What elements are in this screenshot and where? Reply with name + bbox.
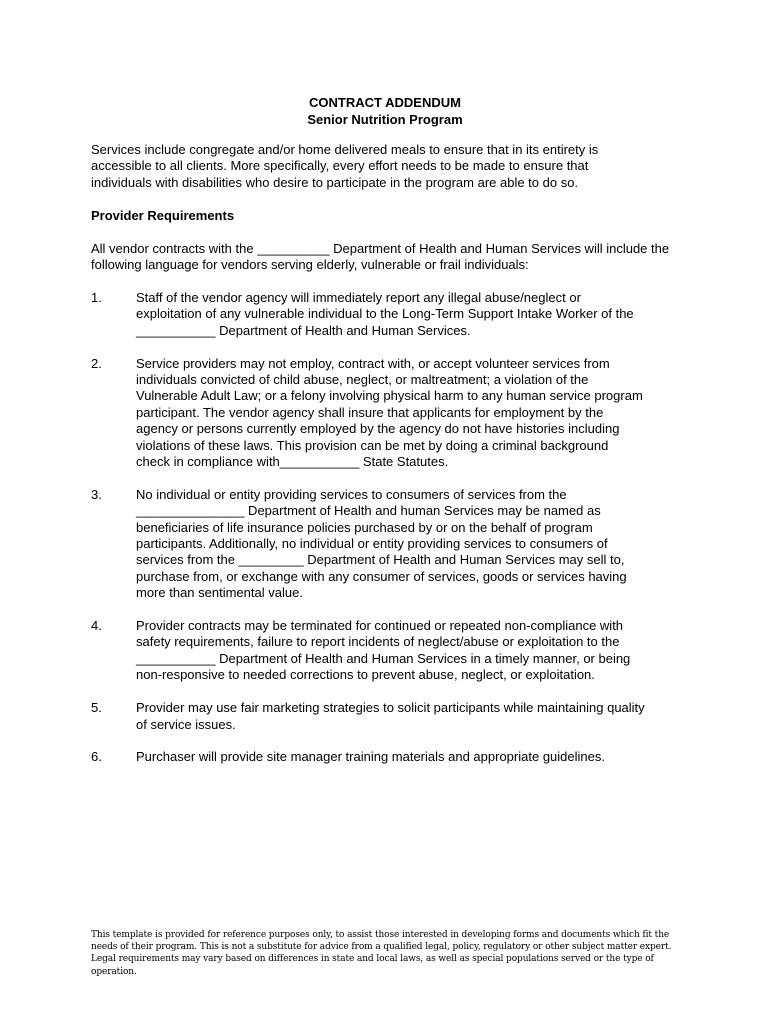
list-item-text: No individual or entity providing services to consumers of services from the _______________ Department of Health and human Services may be named as beneficiaries of life insurance policies purchased by or on the behalf of program participants. Additionally, no individual or entity providing services to consumers of services from the _________ Department of Health and Human Services may sell to, purchase from, or exchange with any consumer of services, goods or services having more than sentimental value. xyxy=(136,486,627,601)
list-item-number: 4. xyxy=(91,618,102,634)
list-item-text: Purchaser will provide site manager training materials and appropriate guidelines. xyxy=(136,749,605,765)
footer-disclaimer: This template is provided for reference purposes only, to assist those interested in developing forms and documents which fit the needs of their program. This is not a substitute for advice from a qualified legal, policy, regulatory or other subject matter expert. Legal requirements may vary based on differences in state and local laws, as well as special populations served or the type of operation. xyxy=(91,930,672,977)
requirements-list xyxy=(91,290,691,782)
list-item xyxy=(91,749,691,765)
list-item-number: 3. xyxy=(91,486,102,502)
list-item xyxy=(91,487,691,602)
list-item-number: 1. xyxy=(91,290,102,305)
list-item-number: 6. xyxy=(91,749,102,765)
list-item xyxy=(91,618,691,684)
list-item-text: Provider may use fair marketing strategies to solicit participants while maintaining quality of service issues. xyxy=(136,700,645,732)
list-item xyxy=(91,700,691,733)
document-header xyxy=(0,94,770,128)
list-item xyxy=(91,356,691,471)
intro-paragraph: Services include congregate and/or home delivered meals to ensure that in its entirety is accessible to all clients. More specifically, every effort needs to be made to ensure that individuals with disabilities who desire to participate in the program are able to do so. xyxy=(91,142,599,190)
list-item-text: Staff of the vendor agency will immediately report any illegal abuse/neglect or exploitation of any vulnerable individual to the Long-Term Support Intake Worker of the ___________ Department of Health and Human Services. xyxy=(136,290,634,338)
document-title: CONTRACT ADDENDUM xyxy=(309,95,461,110)
list-item xyxy=(91,290,691,339)
requirements-lead: All vendor contracts with the __________ Department of Health and Human Services will include the following language for vendors serving elderly, vulnerable or frail individuals: xyxy=(91,241,670,273)
document-subtitle: Senior Nutrition Program xyxy=(307,112,463,127)
list-item-text: Service providers may not employ, contract with, or accept volunteer services from individuals convicted of child abuse, neglect, or maltreatment; a violation of the Vulnerable Adult Law; or a felony involving physical harm to any human service program participant. The vendor agency shall insure that applicants for employment by the agency or persons currently employed by the agency do not have histories including violations of these laws. This provision can be met by doing a criminal background check in compliance with___________ State Statutes. xyxy=(136,355,643,470)
list-item-number: 5. xyxy=(91,700,102,716)
section-heading: Provider Requirements xyxy=(91,208,235,223)
list-item-number: 2. xyxy=(91,355,102,371)
list-item-text: Provider contracts may be terminated for continued or repeated non-compliance with safety requirements, failure to report incidents of neglect/abuse or exploitation to the ___________ Department of Health and Human Services in a timely manner, or being non-responsive to needed corrections to prevent abuse, neglect, or exploitation. xyxy=(136,618,631,683)
